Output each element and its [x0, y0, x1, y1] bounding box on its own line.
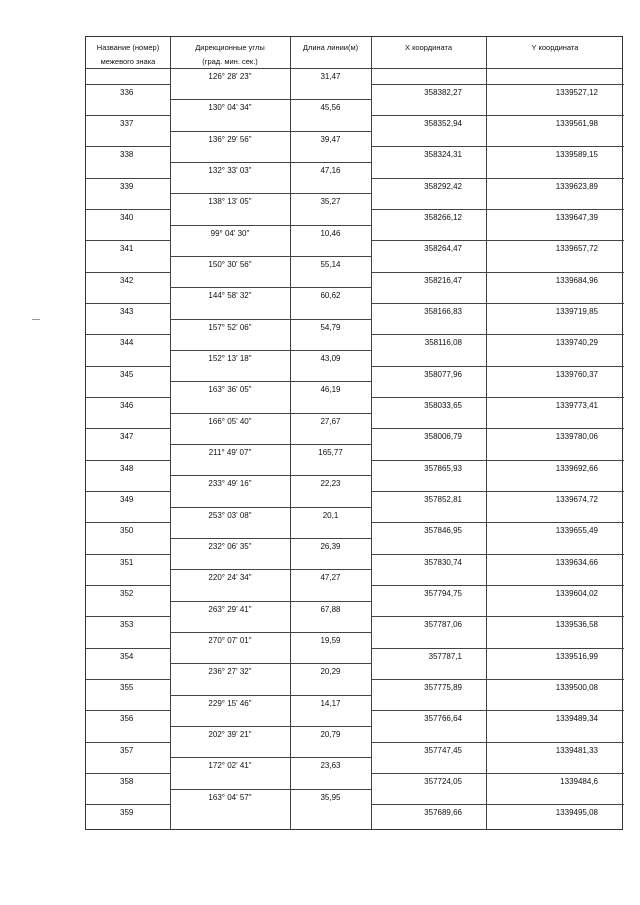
point-x: 357787,06 [424, 620, 462, 630]
segment-angle: 233° 49' 16" [208, 479, 252, 489]
row-rule [371, 272, 624, 273]
point-x: 357794,75 [424, 589, 462, 599]
row-rule [86, 554, 170, 555]
point-name: 336 [120, 87, 134, 97]
point-x: 358382,27 [424, 87, 462, 97]
point-name: 343 [120, 307, 134, 317]
point-name: 355 [120, 683, 134, 693]
point-x: 357787,1 [428, 651, 462, 661]
point-y: 1339500,08 [555, 683, 598, 693]
row-rule [170, 726, 371, 727]
point-x: 358216,47 [424, 275, 462, 285]
row-rule [170, 444, 371, 445]
point-y: 1339589,15 [555, 150, 598, 160]
point-y: 1339623,89 [555, 181, 598, 191]
point-name: 350 [120, 526, 134, 536]
segment-length: 35,95 [320, 792, 341, 802]
segment-length: 14,17 [320, 698, 341, 708]
row-rule [86, 679, 170, 680]
segment-length: 26,39 [320, 542, 341, 552]
point-y: 1339719,85 [555, 307, 598, 317]
row-rule [86, 491, 170, 492]
header-rule [86, 68, 622, 69]
segment-length: 27,67 [320, 416, 341, 426]
row-rule [86, 303, 170, 304]
segment-angle: 163° 04' 57" [208, 792, 252, 802]
row-rule [170, 256, 371, 257]
point-name: 344 [120, 338, 134, 348]
point-name: 339 [120, 181, 134, 191]
segment-angle: 232° 06' 35" [208, 542, 252, 552]
point-x: 358292,42 [424, 181, 462, 191]
row-rule [170, 99, 371, 100]
point-y: 1339516,99 [555, 651, 598, 661]
row-rule [371, 146, 624, 147]
point-name: 352 [120, 589, 134, 599]
header-name [86, 41, 170, 69]
point-y: 1339536,58 [555, 620, 598, 630]
row-rule [86, 428, 170, 429]
row-rule [371, 397, 624, 398]
segment-angle: 138° 13' 05" [208, 197, 252, 207]
point-name: 348 [120, 463, 134, 473]
point-x: 357846,95 [424, 526, 462, 536]
segment-angle: 202° 39' 21" [208, 730, 252, 740]
row-rule [170, 162, 371, 163]
row-rule [86, 84, 170, 85]
point-x: 358077,96 [424, 369, 462, 379]
segment-angle: 229° 15' 46" [208, 698, 252, 708]
point-y: 1339684,96 [555, 275, 598, 285]
point-y: 1339773,41 [555, 401, 598, 411]
point-y: 1339604,02 [555, 589, 598, 599]
segment-length: 10,46 [320, 228, 341, 238]
row-rule [86, 397, 170, 398]
segment-angle: 130° 04' 34" [208, 103, 252, 113]
point-x: 358266,12 [424, 213, 462, 223]
segment-length: 22,23 [320, 479, 341, 489]
row-rule [170, 287, 371, 288]
point-x: 357689,66 [424, 808, 462, 818]
point-name: 353 [120, 620, 134, 630]
column-divider [170, 37, 171, 829]
segment-angle: 157° 52' 06" [208, 322, 252, 332]
segment-length: 55,14 [320, 260, 341, 270]
row-rule [371, 115, 624, 116]
point-y: 1339527,12 [555, 87, 598, 97]
row-rule [86, 804, 170, 805]
row-rule [86, 115, 170, 116]
point-x: 357724,05 [424, 777, 462, 787]
segment-angle: 211° 49' 07" [208, 448, 252, 458]
point-y: 1339634,66 [555, 557, 598, 567]
row-rule [86, 209, 170, 210]
point-x: 357852,81 [424, 495, 462, 505]
row-rule [170, 413, 371, 414]
row-rule [371, 178, 624, 179]
segment-angle: 126° 28' 23" [208, 72, 252, 81]
segment-length: 20,79 [320, 730, 341, 740]
row-rule [170, 569, 371, 570]
point-x: 357747,45 [424, 745, 462, 755]
point-x: 358116,08 [424, 338, 462, 348]
row-rule [371, 742, 624, 743]
segment-length: 23,63 [320, 761, 341, 771]
point-y: 1339657,72 [555, 244, 598, 254]
segment-length: 19,59 [320, 636, 341, 646]
row-rule [86, 178, 170, 179]
row-rule [170, 193, 371, 194]
row-rule [371, 585, 624, 586]
segment-angle: 144° 58' 32" [208, 291, 252, 301]
segment-angle: 263° 29' 41" [208, 604, 252, 614]
margin-mark [32, 319, 40, 320]
row-rule [86, 272, 170, 273]
segment-length: 47,16 [320, 166, 341, 176]
segment-angle: 132° 33' 03" [208, 166, 252, 176]
segment-length: 60,62 [320, 291, 341, 301]
point-y: 1339484,6 [560, 777, 598, 787]
row-rule [371, 648, 624, 649]
row-rule [170, 601, 371, 602]
row-rule [371, 616, 624, 617]
segment-angle: 220° 24' 34" [208, 573, 252, 583]
point-y: 1339655,49 [555, 526, 598, 536]
row-rule [86, 616, 170, 617]
segment-length: 39,47 [320, 134, 341, 144]
row-rule [86, 334, 170, 335]
segment-length: 67,88 [320, 604, 341, 614]
point-name: 341 [120, 244, 134, 254]
boundary-coordinates-table [85, 36, 623, 830]
point-y: 1339489,34 [555, 714, 598, 724]
row-rule [371, 804, 624, 805]
header-name-line1: Название (номер) [96, 43, 160, 52]
row-rule [86, 522, 170, 523]
segment-angle: 136° 29' 56" [208, 134, 252, 144]
point-name: 358 [120, 777, 134, 787]
row-rule [170, 350, 371, 351]
point-y: 1339674,72 [555, 495, 598, 505]
header-name-line2: межевого знака [100, 57, 156, 66]
point-name: 357 [120, 745, 134, 755]
row-rule [86, 460, 170, 461]
row-rule [170, 381, 371, 382]
row-rule [371, 209, 624, 210]
point-y: 1339647,39 [555, 213, 598, 223]
point-y: 1339780,06 [555, 432, 598, 442]
segment-length: 43,09 [320, 354, 341, 364]
segment-length: 20,1 [322, 510, 339, 520]
segment-angle: 253° 03' 08" [208, 510, 252, 520]
point-x: 357766,64 [424, 714, 462, 724]
point-name: 359 [120, 808, 134, 818]
row-rule [86, 366, 170, 367]
point-name: 338 [120, 150, 134, 160]
segment-length: 45,56 [320, 103, 341, 113]
row-rule [371, 428, 624, 429]
row-rule [371, 303, 624, 304]
segment-angle: 270° 07' 01" [208, 636, 252, 646]
point-name: 354 [120, 651, 134, 661]
point-y: 1339481,33 [555, 745, 598, 755]
point-x: 357865,93 [424, 463, 462, 473]
segment-length: 46,19 [320, 385, 341, 395]
row-rule [371, 366, 624, 367]
point-name: 349 [120, 495, 134, 505]
row-rule [86, 710, 170, 711]
row-rule [371, 84, 624, 85]
segment-angle: 152° 13' 18" [208, 354, 252, 364]
point-name: 356 [120, 714, 134, 724]
row-rule [371, 710, 624, 711]
point-x: 357775,89 [424, 683, 462, 693]
row-rule [86, 585, 170, 586]
row-rule [170, 319, 371, 320]
point-x: 358352,94 [424, 119, 462, 128]
point-x: 357830,74 [424, 557, 462, 567]
point-name: 342 [120, 275, 134, 285]
segment-angle: 99° 04' 30" [210, 228, 250, 238]
segment-length: 54,79 [320, 322, 341, 332]
point-name: 346 [120, 401, 134, 411]
segment-angle: 172° 02' 41" [208, 761, 252, 771]
header-y: Y координата [531, 43, 579, 52]
point-y: 1339760,37 [555, 369, 598, 379]
row-rule [170, 225, 371, 226]
column-divider [290, 37, 291, 829]
row-rule [86, 240, 170, 241]
segment-angle: 150° 30' 56" [208, 260, 252, 270]
point-name: 340 [120, 213, 134, 223]
row-rule [371, 491, 624, 492]
header-length: Длина линии(м) [302, 43, 359, 52]
header-angle [170, 41, 290, 69]
row-rule [170, 663, 371, 664]
point-y: 1339740,29 [555, 338, 598, 348]
row-rule [170, 695, 371, 696]
segment-angle: 236° 27' 32" [208, 667, 252, 677]
point-x: 358033,65 [424, 401, 462, 411]
point-name: 345 [120, 369, 134, 379]
row-rule [371, 240, 624, 241]
segment-length: 47,27 [320, 573, 341, 583]
segment-length: 35,27 [320, 197, 341, 207]
row-rule [86, 648, 170, 649]
point-x: 358324,31 [424, 150, 462, 160]
row-rule [170, 538, 371, 539]
row-rule [170, 757, 371, 758]
row-rule [371, 773, 624, 774]
segment-length: 20,29 [320, 667, 341, 677]
row-rule [170, 131, 371, 132]
segment-angle: 163° 36' 05" [208, 385, 252, 395]
row-rule [86, 146, 170, 147]
row-rule [371, 334, 624, 335]
point-y: 1339561,98 [555, 119, 598, 128]
point-y: 1339692,66 [555, 463, 598, 473]
row-rule [371, 522, 624, 523]
point-y: 1339495,08 [555, 808, 598, 818]
segment-angle: 166° 05' 40" [208, 416, 252, 426]
header-angle-line1: Дирекционные углы [195, 43, 265, 52]
point-name: 337 [120, 119, 134, 128]
row-rule [170, 475, 371, 476]
row-rule [371, 679, 624, 680]
row-rule [371, 554, 624, 555]
row-rule [170, 789, 371, 790]
point-x: 358166,83 [424, 307, 462, 317]
row-rule [371, 460, 624, 461]
point-x: 358264,47 [424, 244, 462, 254]
row-rule [86, 773, 170, 774]
row-rule [170, 507, 371, 508]
header-x: X координата [404, 43, 453, 52]
segment-length: 165,77 [318, 448, 343, 458]
row-rule [170, 632, 371, 633]
point-x: 358006,79 [424, 432, 462, 442]
segment-length: 31,47 [320, 72, 341, 81]
header-angle-line2: (град. мин. сек.) [202, 57, 258, 66]
point-name: 351 [120, 557, 134, 567]
row-rule [86, 742, 170, 743]
point-name: 347 [120, 432, 134, 442]
